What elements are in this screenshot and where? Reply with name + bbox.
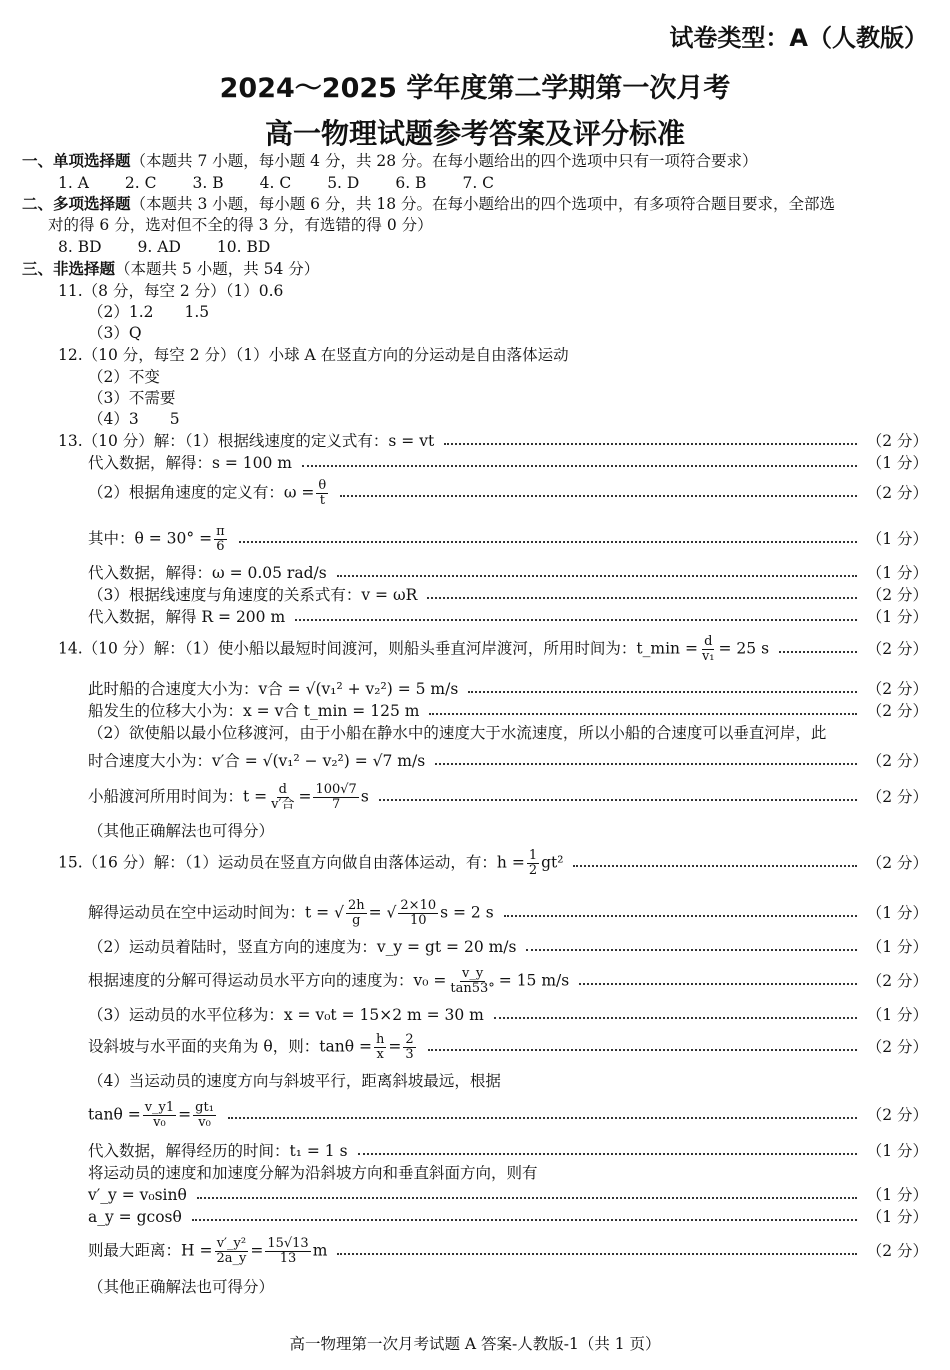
line-text — [88, 1101, 218, 1130]
score-points: （1 分） — [866, 454, 928, 472]
score-points: （2 分） — [866, 1038, 928, 1056]
section2-desc-line2 — [48, 214, 928, 236]
q15-step — [58, 847, 928, 878]
score-points: （2 分） — [866, 788, 928, 806]
fraction-numerator: 1 — [528, 847, 538, 863]
fraction-denominator: g — [352, 912, 361, 928]
line-text — [88, 1005, 484, 1025]
choice-answer: 6. B — [395, 174, 427, 192]
fraction — [269, 783, 296, 812]
q15-step — [88, 897, 928, 928]
leader-dots — [468, 691, 856, 693]
line-text-main: （4）当运动员的速度方向与斜坡平行，距离斜坡最远，根据 — [88, 1072, 501, 1090]
leader-dots — [228, 1117, 857, 1119]
q14-step — [88, 820, 928, 842]
line-text — [88, 563, 327, 583]
score-points: （2 分） — [866, 432, 928, 450]
exam-subtitle: 高一物理试题参考答案及评分标准 — [264, 117, 685, 150]
section2-heading-line — [22, 193, 928, 215]
fraction-numerator: π — [216, 523, 225, 539]
choice-answer: 1. A — [58, 174, 89, 192]
section1-desc: （本题共 7 小题，每小题 4 分，共 28 分。在每小题给出的四个选项中只有一项符合要求） — [130, 152, 758, 170]
line-text — [88, 1141, 348, 1161]
choice-answer: 4. C — [259, 174, 292, 192]
section3-heading: 三、非选择题 — [22, 260, 116, 278]
fraction-numerator: v′_y² — [216, 1235, 247, 1251]
line-text — [88, 701, 419, 721]
q15-step — [88, 1235, 928, 1266]
q15-step — [88, 1140, 928, 1162]
q13-step — [88, 562, 928, 584]
line-text-tail: = 25 s — [718, 639, 770, 657]
q14-step — [88, 678, 928, 700]
line-text-main: （3）运动员的水平位移为：x = v₀t = 15×2 m = 30 m — [88, 1006, 484, 1024]
q12-text: 12.（10 分，每空 2 分）（1）小球 A 在竖直方向的分运动是自由落体运动 — [58, 346, 569, 364]
q15-step — [88, 1276, 928, 1298]
fraction — [403, 1033, 415, 1062]
q13-step — [88, 523, 928, 554]
fraction-denominator: 3 — [405, 1046, 414, 1062]
section2-heading: 二、多项选择题 — [22, 195, 131, 213]
line-text — [88, 453, 292, 473]
line-text-tail: = 15 m/s — [498, 971, 570, 989]
score-points: （1 分） — [866, 1142, 928, 1160]
line-text-main: 代入数据，解得 R = 200 m — [88, 608, 286, 626]
line-text — [88, 1163, 538, 1183]
q12-text: （3）不需要 — [88, 389, 176, 407]
q14-step — [88, 750, 928, 772]
q13-step — [58, 430, 928, 452]
leader-dots — [427, 597, 856, 599]
line-text-main: （2）运动员着陆时，竖直方向的速度为：v_y = gt = 20 m/s — [88, 938, 517, 956]
fraction — [214, 1237, 248, 1266]
q12-line2 — [88, 366, 928, 388]
line-text — [88, 967, 569, 996]
fraction-denominator: 2a_y — [216, 1250, 247, 1266]
score-points: （2 分） — [866, 702, 928, 720]
fraction-denominator: v′合 — [271, 796, 295, 812]
fraction-denominator: x — [376, 1046, 384, 1062]
fraction — [448, 967, 496, 996]
line-text — [88, 1237, 327, 1266]
fraction-denominator: 10 — [409, 912, 427, 928]
line-text — [88, 1185, 187, 1205]
score-points: （2 分） — [866, 1242, 928, 1260]
score-points: （1 分） — [866, 564, 928, 582]
fraction-numerator: d — [704, 633, 713, 649]
line-text-main: 设斜坡与水平面的夹角为 θ，则：tanθ = — [88, 1037, 372, 1055]
fraction-numerator: gt₁ — [195, 1099, 214, 1115]
fraction-numerator: 100√7 — [315, 781, 357, 797]
fraction-denominator: 2 — [528, 862, 538, 878]
score-points: （2 分） — [866, 854, 928, 872]
line-text — [88, 751, 425, 771]
leader-dots — [358, 1153, 857, 1155]
fraction — [398, 899, 438, 928]
line-text — [88, 1207, 182, 1227]
score-points: （2 分） — [866, 752, 928, 770]
line-text-main: 船发生的位移大小为：x = v合 t_min = 125 m — [88, 702, 420, 720]
line-text-main: 将运动员的速度和加速度分解为沿斜坡方向和垂直斜面方向，则有 — [88, 1164, 538, 1182]
q12-line4 — [88, 408, 928, 430]
q14-step — [88, 700, 928, 722]
leader-dots — [579, 983, 856, 985]
q12-text: （4）3 5 — [88, 410, 180, 428]
q15-step — [88, 1031, 928, 1062]
fraction-denominator: 7 — [332, 796, 341, 812]
score-points: （2 分） — [866, 680, 928, 698]
section1-answers — [58, 172, 928, 194]
score-points: （1 分） — [866, 1006, 928, 1024]
leader-dots — [573, 865, 856, 867]
leader-dots — [429, 713, 856, 715]
line-text — [88, 821, 274, 841]
line-text-main: （2）欲使船以最小位移渡河，由于小船在静水中的速度大于水流速度，所以小船的合速度可以垂直河岸，此 — [88, 724, 827, 742]
choice-answer: 2. C — [124, 174, 157, 192]
score-points: （2 分） — [866, 586, 928, 604]
q15-step — [88, 936, 928, 958]
score-points: （2 分） — [866, 484, 928, 502]
line-text — [88, 607, 285, 627]
q15-step — [88, 965, 928, 996]
q12-line1 — [58, 344, 928, 366]
q15-step — [88, 1162, 928, 1184]
line-text-main: 代入数据，解得经历的时间：t₁ = 1 s — [88, 1142, 348, 1160]
section1-heading-line — [22, 150, 928, 172]
q15-step — [88, 1099, 928, 1130]
fraction-numerator: h — [375, 1031, 385, 1047]
fraction-numerator: 2 — [405, 1031, 414, 1047]
fraction — [143, 1101, 176, 1130]
line-text-tail: = — [178, 1105, 192, 1123]
line-text-tail: = — [250, 1241, 264, 1259]
q11-line2 — [88, 301, 928, 323]
section2-desc-cont: 对的得 6 分，选对但不全的得 3 分，有选错的得 0 分） — [48, 216, 433, 234]
q14-step — [88, 781, 928, 812]
line-text — [88, 899, 494, 928]
choice-answer: 7. C — [462, 174, 495, 192]
line-text-main: （2）根据角速度的定义有：ω = — [88, 483, 315, 501]
q11-line3 — [88, 322, 928, 344]
leader-dots — [444, 443, 857, 445]
fraction-denominator: v₀ — [198, 1114, 211, 1130]
line-text — [88, 1071, 501, 1091]
fraction-denominator: v₁ — [701, 648, 715, 664]
line-text-main: 则最大距离：H = — [88, 1241, 213, 1259]
fraction — [316, 479, 328, 508]
line-text-main: 13.（10 分）解：（1）根据线速度的定义式有：s = vt — [58, 432, 435, 450]
line-text — [88, 479, 330, 508]
line-text-tail2: s = 2 s — [440, 903, 494, 921]
line-text — [58, 849, 563, 878]
line-text — [88, 1277, 274, 1297]
line-text — [88, 525, 229, 554]
leader-dots — [379, 799, 857, 801]
line-text — [88, 783, 369, 812]
line-text-main: 根据速度的分解可得运动员水平方向的速度为：v₀ = — [88, 971, 447, 989]
fraction — [214, 525, 227, 554]
line-text — [88, 937, 516, 957]
section3-desc: （本题共 5 小题，共 54 分） — [115, 260, 320, 278]
line-text-main: 14.（10 分）解：（1）使小船以最短时间渡河，则船头垂直河岸渡河，所用时间为：t_min = — [58, 639, 698, 657]
line-text-tail: = √ — [368, 903, 397, 921]
q11-text: 11.（8 分，每空 2 分）（1）0.6 — [58, 282, 284, 300]
leader-dots — [779, 651, 857, 653]
score-points: （1 分） — [866, 530, 928, 548]
line-text-main: tanθ = — [88, 1105, 141, 1123]
fraction-numerator: 2×10 — [400, 897, 437, 913]
leader-dots — [337, 575, 857, 577]
line-text-main: 解得运动员在空中运动时间为：t = √ — [88, 903, 344, 921]
leader-dots — [302, 465, 857, 467]
q11-line1 — [58, 280, 928, 302]
line-text — [88, 585, 417, 605]
q13-step — [88, 584, 928, 606]
fraction-denominator: 6 — [216, 538, 225, 554]
fraction — [374, 1033, 386, 1062]
fraction — [265, 1237, 310, 1266]
leader-dots — [337, 1253, 856, 1255]
fraction-numerator: θ — [318, 477, 327, 493]
q13-step — [88, 606, 928, 628]
line-text-main: v′_y = v₀sinθ — [88, 1186, 187, 1204]
leader-dots — [504, 915, 857, 917]
line-text-main: 此时船的合速度大小为：v合 = √(v₁² + v₂²) = 5 m/s — [88, 680, 459, 698]
fraction-numerator: 15√13 — [267, 1235, 309, 1251]
fraction-denominator: t — [319, 492, 325, 508]
line-text-tail: = — [388, 1037, 402, 1055]
q15-step — [88, 1070, 928, 1092]
exam-title: 2024～2025 学年度第二学期第一次月考 — [219, 73, 731, 104]
leader-dots — [197, 1197, 857, 1199]
section2-desc: （本题共 3 小题，每小题 6 分，共 18 分。在每小题给出的四个选项中，有多项符合题目要求，全部选 — [130, 195, 836, 213]
line-text-main: （3）根据线速度与角速度的关系式有：v = ωR — [88, 586, 418, 604]
score-points: （2 分） — [866, 1106, 928, 1124]
score-points: （1 分） — [866, 1186, 928, 1204]
leader-dots — [526, 949, 856, 951]
line-text-main: 代入数据，解得：ω = 0.05 rad/s — [88, 564, 327, 582]
q12-text: （2）不变 — [88, 368, 160, 386]
q12-line3 — [88, 387, 928, 409]
fraction-denominator: v₀ — [153, 1114, 166, 1130]
page-footer: 高一物理第一次月考试题 A 答案-人教版-1（共 1 页） — [289, 1335, 661, 1353]
leader-dots — [239, 541, 857, 543]
section3-heading-line — [22, 258, 928, 280]
line-text-main: （其他正确解法也可得分） — [88, 1278, 275, 1296]
q14-step — [88, 722, 928, 744]
leader-dots — [295, 619, 857, 621]
choice-answer: 10. BD — [216, 238, 271, 256]
line-text-main: 代入数据，解得：s = 100 m — [88, 454, 293, 472]
line-text — [58, 431, 434, 451]
line-text — [58, 635, 769, 664]
fraction-denominator: tan53° — [450, 980, 495, 996]
fraction-numerator: 2h — [347, 897, 365, 913]
line-text-main: 时合速度大小为：v′合 = √(v₁² − v₂²) = √7 m/s — [88, 752, 426, 770]
score-points: （1 分） — [866, 938, 928, 956]
q15-step — [88, 1184, 928, 1206]
fraction-numerator: v_y — [461, 965, 484, 981]
q11-text: （3）Q — [88, 324, 142, 342]
line-text-main: （其他正确解法也可得分） — [88, 822, 275, 840]
q15-step — [88, 1206, 928, 1228]
line-text-tail: gt² — [541, 853, 564, 871]
leader-dots — [340, 495, 856, 497]
line-text-main: 15.（16 分）解：（1）运动员在竖直方向做自由落体运动，有：h = — [58, 853, 525, 871]
line-text-tail2: s — [360, 787, 369, 805]
line-text — [88, 723, 826, 743]
leader-dots — [435, 763, 857, 765]
leader-dots — [192, 1219, 857, 1221]
choice-answer: 3. B — [192, 174, 224, 192]
score-points: （2 分） — [866, 640, 928, 658]
fraction — [193, 1101, 216, 1130]
section2-answers — [58, 236, 928, 258]
q14-step — [58, 633, 928, 664]
q11-text: （2）1.2 1.5 — [88, 303, 210, 321]
fraction-numerator: v_y1 — [144, 1099, 175, 1115]
line-text-main: a_y = gcosθ — [88, 1208, 182, 1226]
q13-step — [88, 477, 928, 508]
score-points: （1 分） — [866, 1208, 928, 1226]
choice-answer: 9. AD — [137, 238, 181, 256]
fraction — [700, 635, 717, 664]
line-text-main: 其中：θ = 30° = — [88, 529, 213, 547]
fraction-numerator: d — [278, 781, 287, 797]
q15-step — [88, 1004, 928, 1026]
line-text-main: 小船渡河所用时间为：t = — [88, 787, 268, 805]
paper-type-label: 试卷类型：A（人教版） — [669, 24, 928, 52]
line-text-tail2: m — [312, 1241, 328, 1259]
score-points: （1 分） — [866, 608, 928, 626]
choice-answer: 5. D — [327, 174, 360, 192]
section1-heading: 一、单项选择题 — [22, 152, 131, 170]
score-points: （2 分） — [866, 972, 928, 990]
line-text-tail: = — [298, 787, 312, 805]
leader-dots — [428, 1049, 857, 1051]
fraction — [313, 783, 358, 812]
leader-dots — [494, 1017, 857, 1019]
fraction — [527, 849, 539, 878]
choice-answer: 8. BD — [58, 238, 102, 256]
q13-step — [88, 452, 928, 474]
score-points: （1 分） — [866, 904, 928, 922]
line-text — [88, 679, 458, 699]
line-text — [88, 1033, 418, 1062]
fraction — [346, 899, 367, 928]
fraction-denominator: 13 — [279, 1250, 297, 1266]
